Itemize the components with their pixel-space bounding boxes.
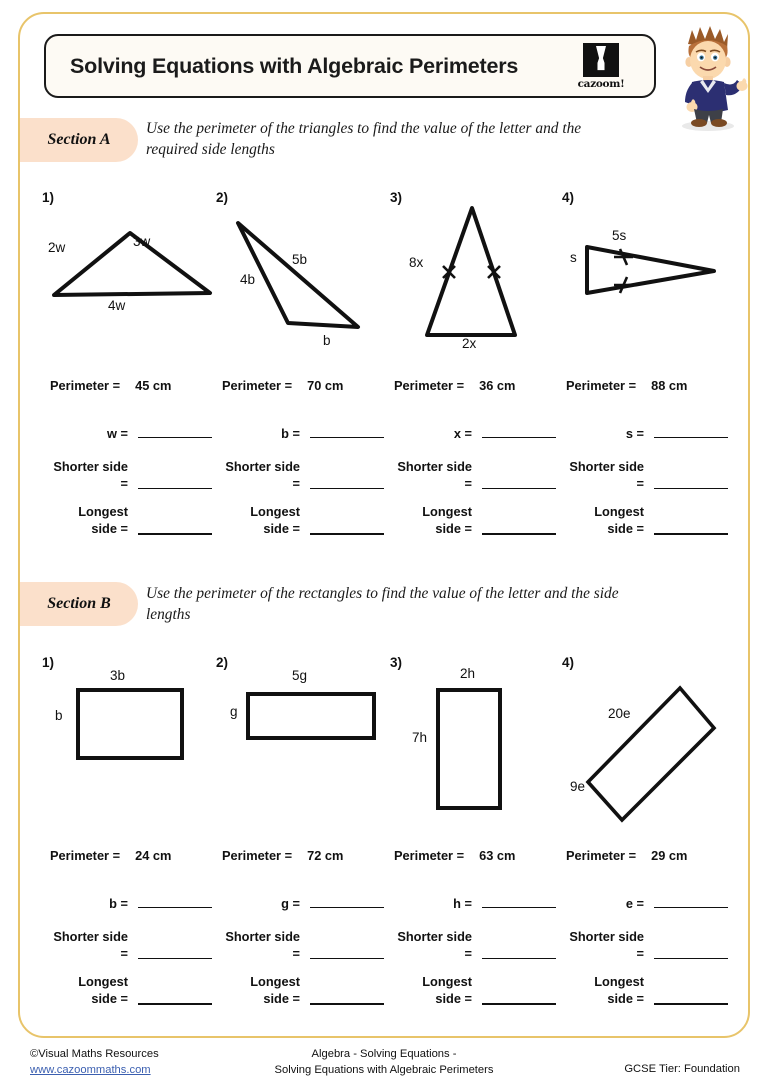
longest-row-a4 (566, 504, 728, 537)
answer-blank-b3-longest[interactable] (482, 1003, 556, 1004)
answer-blank-a4-longest[interactable] (654, 533, 728, 534)
triangle-a3 (390, 200, 565, 345)
triangle-a4 (562, 205, 737, 315)
shape-label-b3-top: 2h (460, 666, 476, 681)
answer-blank-a1-longest[interactable] (138, 533, 212, 534)
variable-label-a3: x = (453, 426, 472, 441)
shape-label-b2-side: g (230, 704, 238, 719)
shape-label-a1-side1: 2w (48, 240, 66, 255)
longest-row-b1 (50, 974, 212, 1007)
problem-number-b2: 2) (216, 655, 229, 670)
variable-row-b2 (222, 896, 384, 911)
variable-label-b3: h = (453, 896, 472, 911)
answer-col-b3 (394, 848, 566, 1008)
variable-label-b4: e = (625, 896, 644, 911)
longest-label-b4: Longest side = (594, 974, 644, 1006)
longest-row-a2 (222, 504, 384, 537)
shape-label-a2-side3: b (323, 333, 331, 348)
shape-label-a2-side2: 5b (292, 252, 308, 267)
rectangle-b4 (562, 672, 737, 817)
footer-topic-line2: Solving Equations with Algebraic Perimeters (274, 1064, 494, 1077)
problem-number-a2: 2) (216, 190, 229, 205)
problem-number-a3: 3) (390, 190, 403, 205)
perimeter-row-a1 (50, 378, 222, 393)
perimeter-value-a3: 36 cm (479, 378, 516, 393)
answer-blank-b4-variable[interactable] (654, 907, 728, 908)
perimeter-row-a4 (566, 378, 738, 393)
longest-label-a4: Longest side = (594, 504, 644, 536)
shape-label-b1-side: b (55, 708, 63, 723)
answer-col-b2 (222, 848, 394, 1008)
variable-label-a1: w = (107, 426, 128, 441)
problem-number-b1: 1) (42, 655, 55, 670)
answer-blank-a3-longest[interactable] (482, 533, 556, 534)
variable-row-a2 (222, 426, 384, 441)
answer-blank-b1-longest[interactable] (138, 1003, 212, 1004)
shape-label-b2-top: 5g (292, 668, 308, 683)
shorter-label-b2: Shorter side = (225, 929, 300, 961)
perimeter-row-b3 (394, 848, 566, 863)
variable-label-b1: b = (109, 896, 128, 911)
rectangle-b1 (42, 672, 212, 782)
longest-row-b3 (394, 974, 556, 1007)
longest-label-b3: Longest side = (422, 974, 472, 1006)
mascot-character (662, 22, 754, 134)
variable-row-b4 (566, 896, 728, 911)
shorter-row-a3 (394, 459, 556, 492)
answer-blank-b2-shorter[interactable] (310, 958, 384, 959)
problem-number-b3: 3) (390, 655, 403, 670)
longest-row-b2 (222, 974, 384, 1007)
page-footer (0, 1044, 768, 1086)
answer-blank-b1-variable[interactable] (138, 907, 212, 908)
shorter-row-b3 (394, 929, 556, 962)
shorter-row-b2 (222, 929, 384, 962)
answer-blank-a2-longest[interactable] (310, 533, 384, 534)
answer-blank-b4-longest[interactable] (654, 1003, 728, 1004)
rectangle-b2 (216, 672, 386, 782)
answer-blank-b1-shorter[interactable] (138, 958, 212, 959)
section-a-label: Section A (47, 131, 111, 148)
cazoom-logo-word: cazoom! (577, 77, 625, 90)
answer-blank-b3-shorter[interactable] (482, 958, 556, 959)
perimeter-value-a4: 88 cm (651, 378, 688, 393)
variable-row-b1 (50, 896, 212, 911)
shorter-label-b4: Shorter side = (569, 929, 644, 961)
perimeter-label-a4: Perimeter = (566, 378, 637, 393)
section-a-instruction: Use the perimeter of the triangles to find the value of the letter and the required side lengths (146, 120, 582, 158)
answer-blank-a4-variable[interactable] (654, 437, 728, 438)
answer-blank-a1-variable[interactable] (138, 437, 212, 438)
shape-label-a3-side2: 2x (462, 336, 477, 351)
variable-label-a4: s = (625, 426, 644, 441)
shape-label-a4-side2: s (570, 250, 577, 265)
longest-label-a3: Longest side = (422, 504, 472, 536)
problem-number-a1: 1) (42, 190, 55, 205)
cazoom-logo-mark (583, 43, 619, 77)
footer-copyright: ©Visual Maths Resources (30, 1048, 159, 1060)
shorter-row-b4 (566, 929, 728, 962)
perimeter-value-a2: 70 cm (307, 378, 344, 393)
shape-label-a3-side1: 8x (409, 255, 424, 270)
shorter-row-a4 (566, 459, 728, 492)
perimeter-row-b1 (50, 848, 222, 863)
shape-label-a2-side1: 4b (240, 272, 256, 287)
shape-label-a1-side3: 4w (108, 298, 126, 313)
answer-blank-a1-shorter[interactable] (138, 488, 212, 489)
perimeter-value-b4: 29 cm (651, 848, 688, 863)
shorter-row-b1 (50, 929, 212, 962)
section-b-label: Section B (47, 595, 111, 612)
answer-col-a4 (566, 378, 738, 538)
variable-label-a2: b = (281, 426, 300, 441)
perimeter-row-a2 (222, 378, 394, 393)
variable-label-b2: g = (281, 896, 300, 911)
longest-label-a2: Longest side = (250, 504, 300, 536)
answer-blank-a2-variable[interactable] (310, 437, 384, 438)
problem-number-b4: 4) (562, 655, 575, 670)
answer-col-a2 (222, 378, 394, 538)
shorter-label-a3: Shorter side = (397, 459, 472, 491)
longest-label-b2: Longest side = (250, 974, 300, 1006)
perimeter-label-b4: Perimeter = (566, 848, 637, 863)
perimeter-label-b2: Perimeter = (222, 848, 293, 863)
cazoom-logo (570, 43, 632, 90)
perimeter-label-a2: Perimeter = (222, 378, 293, 393)
shorter-label-a1: Shorter side = (53, 459, 128, 491)
page-title: Solving Equations with Algebraic Perimeters (70, 53, 519, 78)
perimeter-value-a1: 45 cm (135, 378, 172, 393)
perimeter-row-b2 (222, 848, 394, 863)
answer-blank-b2-longest[interactable] (310, 1003, 384, 1004)
answer-blank-b3-variable[interactable] (482, 907, 556, 908)
perimeter-label-b1: Perimeter = (50, 848, 121, 863)
perimeter-row-a3 (394, 378, 566, 393)
answer-col-a1 (50, 378, 222, 538)
section-a-pill (20, 118, 138, 162)
variable-row-a1 (50, 426, 212, 441)
variable-row-a3 (394, 426, 556, 441)
perimeter-label-b3: Perimeter = (394, 848, 465, 863)
answer-col-b1 (50, 848, 222, 1008)
shorter-label-a2: Shorter side = (225, 459, 300, 491)
triangle-a1 (42, 205, 212, 315)
shape-label-a4-side1: 5s (612, 228, 627, 243)
longest-row-a1 (50, 504, 212, 537)
shape-label-b3-side: 7h (412, 730, 428, 745)
footer-topic-line1: Algebra - Solving Equations - (311, 1048, 457, 1060)
shape-label-b4-long: 20e (608, 706, 631, 721)
answer-col-b4 (566, 848, 738, 1008)
footer-tier: GCSE Tier: Foundation (624, 1063, 740, 1075)
answer-blank-a2-shorter[interactable] (310, 488, 384, 489)
variable-row-a4 (566, 426, 728, 441)
shape-label-b4-short: 9e (570, 779, 586, 794)
shape-label-b1-top: 3b (110, 668, 126, 683)
answer-blank-b4-shorter[interactable] (654, 958, 728, 959)
perimeter-value-b1: 24 cm (135, 848, 172, 863)
problem-number-a4: 4) (562, 190, 575, 205)
variable-row-b3 (394, 896, 556, 911)
shape-label-a1-side2: 3w (133, 234, 151, 249)
perimeter-row-b4 (566, 848, 738, 863)
shorter-label-b3: Shorter side = (397, 929, 472, 961)
footer-website-link[interactable]: www.cazoommaths.com (30, 1064, 151, 1077)
shorter-label-b1: Shorter side = (53, 929, 128, 961)
hourglass-icon (593, 46, 609, 74)
section-b-instruction: Use the perimeter of the rectangles to find the value of the letter and the side lengths (146, 585, 619, 623)
answer-col-a3 (394, 378, 566, 538)
perimeter-value-b3: 63 cm (479, 848, 516, 863)
answer-blank-a3-variable[interactable] (482, 437, 556, 438)
shorter-row-a2 (222, 459, 384, 492)
longest-label-b1: Longest side = (78, 974, 128, 1006)
section-b-pill (20, 582, 138, 626)
longest-row-b4 (566, 974, 728, 1007)
answer-blank-a3-shorter[interactable] (482, 488, 556, 489)
answer-blank-b2-variable[interactable] (310, 907, 384, 908)
perimeter-label-a3: Perimeter = (394, 378, 465, 393)
shorter-label-a4: Shorter side = (569, 459, 644, 491)
worksheet-title-bar (44, 34, 656, 98)
perimeter-label-a1: Perimeter = (50, 378, 121, 393)
longest-label-a1: Longest side = (78, 504, 128, 536)
perimeter-value-b2: 72 cm (307, 848, 344, 863)
longest-row-a3 (394, 504, 556, 537)
answer-blank-a4-shorter[interactable] (654, 488, 728, 489)
shorter-row-a1 (50, 459, 212, 492)
